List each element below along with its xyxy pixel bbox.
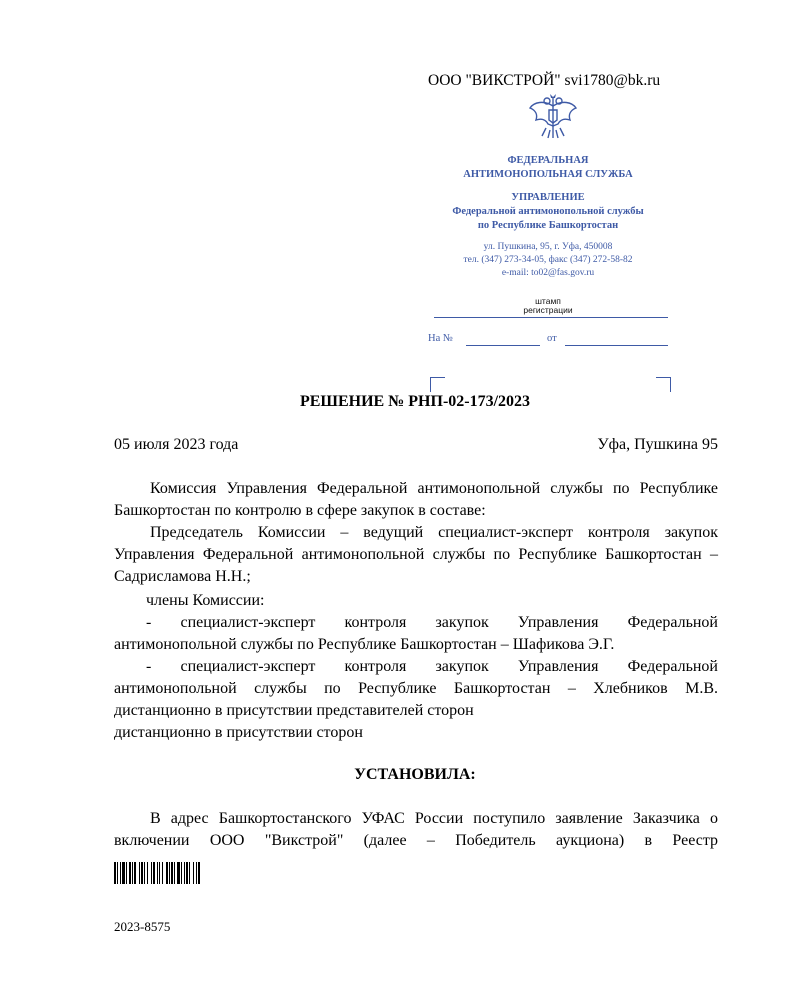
address-frame-corner-left bbox=[430, 377, 445, 392]
email-line: e-mail: to02@fas.gov.ru bbox=[501, 268, 595, 278]
member2-line-2: антимонопольной службы по Республике Башкортостан – Хлебников М.В. bbox=[114, 680, 718, 697]
ref-date-label: от bbox=[547, 333, 557, 344]
chairman-line-1: Председатель Комиссии – ведущий специалист-эксперт контроля закупок bbox=[150, 524, 718, 541]
barcode-bar bbox=[144, 862, 145, 884]
barcode-bar bbox=[126, 862, 127, 884]
barcode-bar bbox=[147, 862, 148, 884]
established-line-1: В адрес Башкортостанского УФАС России поступило заявление Заказчика о bbox=[150, 810, 718, 827]
members-heading bbox=[114, 590, 718, 612]
recipient-line: ООО "ВИКСТРОЙ" svi1780@bk.ru bbox=[428, 72, 661, 89]
barcode-bar bbox=[117, 862, 118, 884]
dept-name-line2: Федеральной антимонопольной службы bbox=[452, 206, 644, 217]
phone-line: тел. (347) 273-34-05, факс (347) 272-58-82 bbox=[463, 255, 633, 265]
barcode-bar bbox=[184, 862, 185, 884]
barcode-bar bbox=[186, 862, 188, 884]
barcode-bar bbox=[122, 862, 125, 884]
barcode-bar bbox=[174, 862, 175, 884]
commission-line-2: Башкортостан по контролю в сфере закупок в составе: bbox=[114, 502, 486, 519]
barcode-bar bbox=[166, 862, 168, 884]
dept-name-line1: УПРАВЛЕНИЕ bbox=[511, 192, 585, 203]
member1-line-2: антимонопольной службы по Республике Башкортостан – Шафикова Э.Г. bbox=[114, 636, 615, 653]
barcode-bar bbox=[139, 862, 140, 884]
established-line-2: включении ООО "Викстрой" (далее – Победитель аукциона) в Реестр bbox=[114, 832, 718, 849]
established-paragraph bbox=[114, 808, 718, 852]
barcode-bar bbox=[177, 862, 180, 884]
barcode-bar bbox=[141, 862, 143, 884]
commission-line-1: Комиссия Управления Федеральной антимонопольной службы по Республике bbox=[150, 480, 718, 497]
barcode-bar bbox=[159, 862, 160, 884]
decision-title: РЕШЕНИЕ № РНП-02-173/2023 bbox=[299, 393, 531, 410]
stamp-label-line2: регистрации bbox=[523, 305, 573, 315]
member1-line-1: - специалист-эксперт контроля закупок Управления Федеральной bbox=[146, 614, 718, 631]
barcode-bar bbox=[120, 862, 121, 884]
coat-of-arms-icon bbox=[526, 92, 580, 142]
org-name-line1: ФЕДЕРАЛЬНАЯ bbox=[507, 155, 589, 166]
barcode-bar bbox=[181, 862, 182, 884]
barcode-icon bbox=[114, 862, 256, 884]
barcode-bar bbox=[162, 862, 163, 884]
commission-paragraph bbox=[114, 478, 718, 522]
ref-number-label: На № bbox=[428, 333, 453, 344]
barcode-bar bbox=[153, 862, 155, 884]
barcode-bar bbox=[129, 862, 131, 884]
decision-place: Уфа, Пушкина 95 bbox=[597, 436, 718, 453]
ref-number-line bbox=[466, 345, 540, 346]
barcode-bar bbox=[189, 862, 190, 884]
barcode-bar bbox=[196, 862, 197, 884]
member2-paragraph bbox=[114, 656, 718, 744]
chairman-line-3: Садрисламова Н.Н.; bbox=[114, 568, 251, 585]
chairman-line-2: Управления Федеральной антимонопольной службы по Республике Башкортостан – bbox=[114, 546, 718, 563]
chairman-paragraph bbox=[114, 522, 718, 588]
stamp-underline bbox=[434, 317, 668, 318]
dept-name-line3: по Республике Башкортостан bbox=[477, 220, 619, 231]
address-frame-corner-right bbox=[656, 377, 671, 392]
decision-date: 05 июля 2023 года bbox=[114, 436, 239, 453]
section-heading: УСТАНОВИЛА: bbox=[354, 766, 476, 783]
registration-number: 2023-8575 bbox=[114, 919, 171, 934]
member1-paragraph bbox=[114, 612, 718, 656]
ref-date-line bbox=[565, 345, 668, 346]
barcode-bar bbox=[198, 862, 200, 884]
member2-line-3: дистанционно в присутствии представителей сторон bbox=[114, 702, 474, 719]
member2-line-1: - специалист-эксперт контроля закупок Управления Федеральной bbox=[146, 658, 718, 675]
attendance-line: дистанционно в присутствии сторон bbox=[114, 724, 363, 741]
barcode-bar bbox=[193, 862, 194, 884]
barcode-bar bbox=[132, 862, 133, 884]
barcode-bar bbox=[151, 862, 152, 884]
org-name-line2: АНТИМОНОПОЛЬНАЯ СЛУЖБА bbox=[463, 169, 633, 180]
stamp-label-line1: штамп bbox=[535, 296, 561, 306]
barcode-bar bbox=[169, 862, 170, 884]
barcode-bar bbox=[134, 862, 136, 884]
barcode-bar bbox=[171, 862, 173, 884]
address-line: ул. Пушкина, 95, г. Уфа, 450008 bbox=[483, 242, 613, 252]
barcode-bar bbox=[157, 862, 158, 884]
members-label: члены Комиссии: bbox=[146, 592, 265, 609]
barcode-bar bbox=[114, 862, 116, 884]
